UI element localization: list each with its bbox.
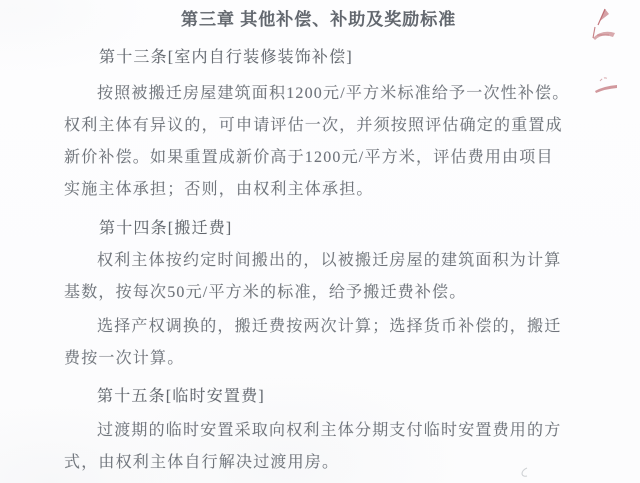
red-pen-mark-icon <box>592 75 620 95</box>
article-14-heading: 第十四条[搬迁费] <box>99 220 233 237</box>
article-14-paragraph-line: 基数，按每次50元/平方米的标准，给予搬迁费补偿。 <box>64 284 467 301</box>
article-14-paragraph-line: 权利主体按约定时间搬出的，以被搬迁房屋的建筑面积为计算 <box>97 252 562 269</box>
article-13-paragraph-line: 实施主体承担；否则，由权利主体承担。 <box>64 181 374 198</box>
article-13-heading: 第十三条[室内自行装修装饰补偿] <box>99 49 353 66</box>
article-13-paragraph-line: 按照被搬迁房屋建筑面积1200元/平方米标准给予一次性补偿。 <box>97 85 570 102</box>
article-13-paragraph-line: 新价补偿。如果重置成新价高于1200元/平方米，评估费用由项目 <box>64 149 554 166</box>
article-13-paragraph-line: 权利主体有异议的，可申请评估一次，并须按照评估确定的重置成 <box>64 117 563 134</box>
article-14-paragraph-line: 费按一次计算。 <box>64 350 185 367</box>
article-14-paragraph-line: 选择产权调换的，搬迁费按两次计算；选择货币补偿的，搬迁 <box>97 318 562 335</box>
article-15-paragraph-line: 式，由权利主体自行解决过渡用房。 <box>64 454 340 471</box>
chapter-title: 第三章 其他补偿、补助及奖励标准 <box>181 10 457 29</box>
pen-smudge-icon <box>520 466 530 480</box>
red-pen-mark-icon <box>591 24 617 42</box>
article-15-heading: 第十五条[临时安置费] <box>97 388 265 405</box>
article-15-paragraph-line: 过渡期的临时安置采取向权利主体分期支付临时安置费用的方 <box>97 422 562 439</box>
